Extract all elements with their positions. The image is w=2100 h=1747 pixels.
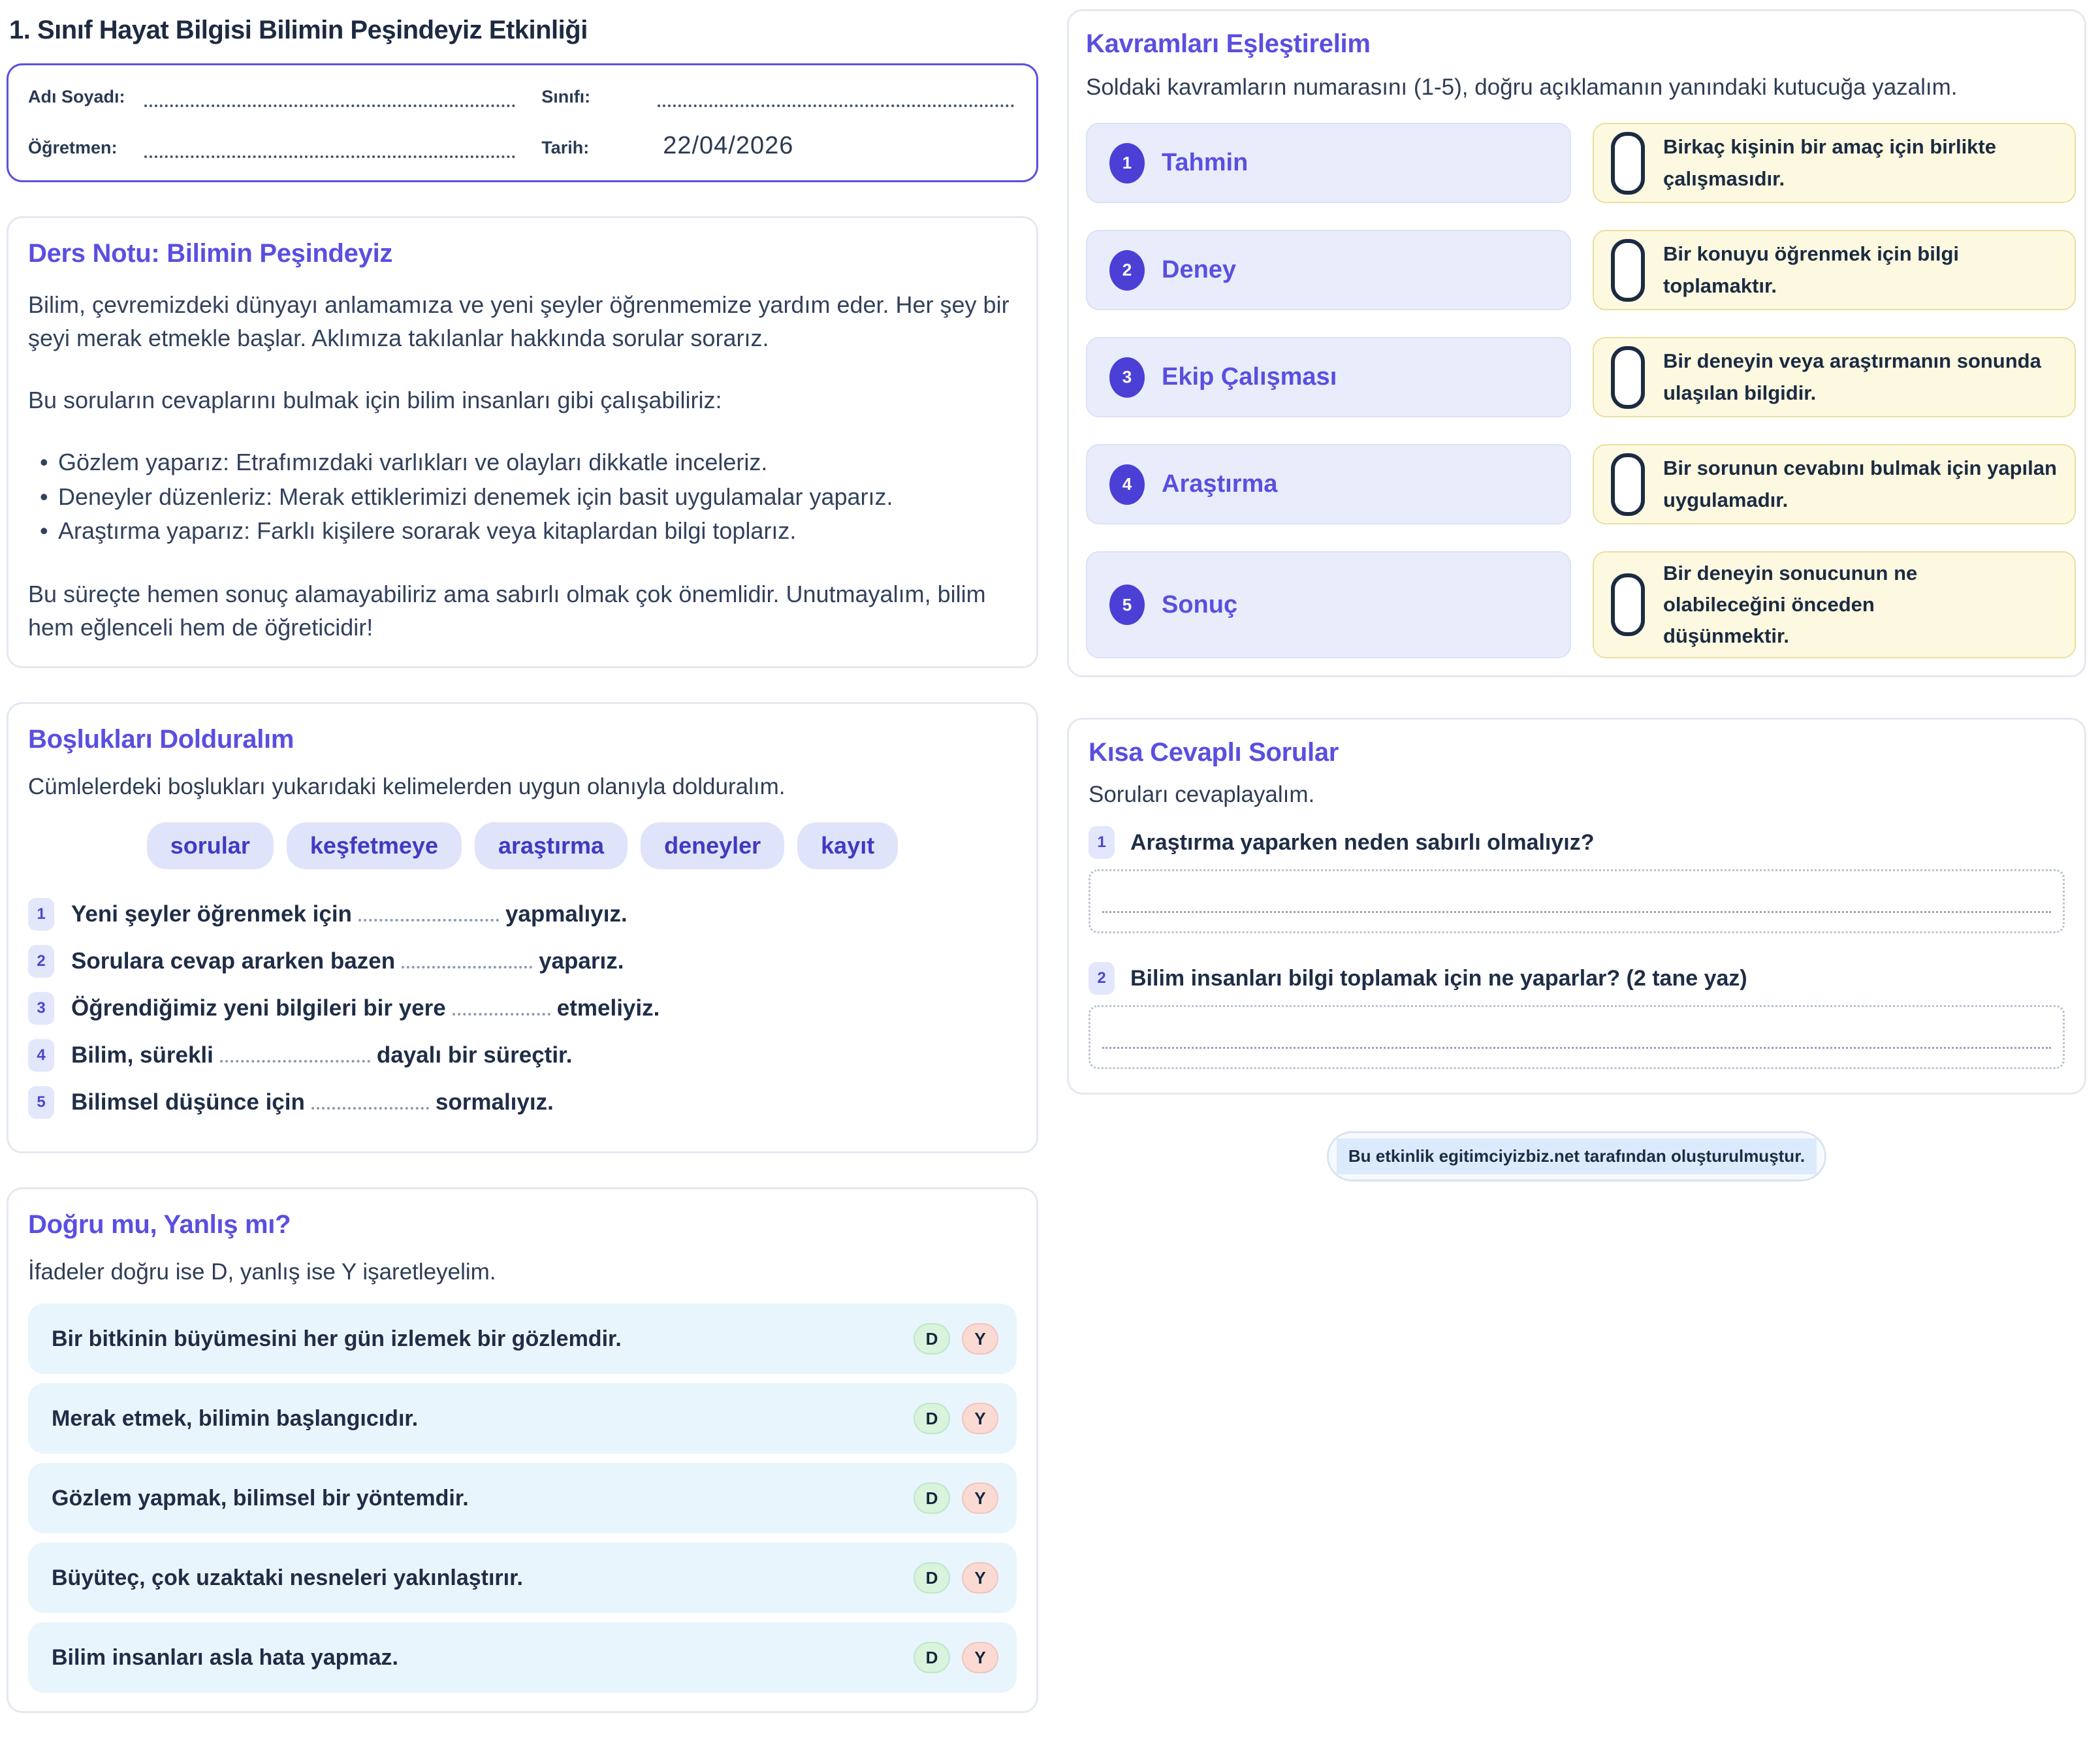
answer-writing-box[interactable] bbox=[1089, 869, 2065, 933]
word-chip[interactable]: keşfetmeye bbox=[287, 822, 462, 869]
lesson-paragraph: Bu soruların cevaplarını bulmak için bilim insanları gibi çalışabiliriz: bbox=[28, 387, 722, 414]
dy-button-group bbox=[914, 1403, 998, 1434]
true-button[interactable]: D bbox=[914, 1483, 950, 1514]
false-button[interactable]: Y bbox=[962, 1642, 998, 1673]
concept-card bbox=[1086, 444, 1571, 524]
word-chip[interactable]: kayıt bbox=[797, 822, 898, 869]
concept-number-badge: 4 bbox=[1109, 464, 1145, 505]
matching-instruction: Soldaki kavramların numarasını (1-5), doğru açıklamanın yanındaki kutucuğa yazalım. bbox=[1086, 74, 1958, 100]
statement-text: Bilim insanları asla hata yapmaz. bbox=[52, 1644, 399, 1670]
concept-number-badge: 1 bbox=[1109, 143, 1145, 184]
answer-checkbox[interactable] bbox=[1611, 453, 1645, 516]
statement-text: Bir bitkinin büyümesini her gün izlemek bir gözlemdir. bbox=[52, 1326, 622, 1351]
statement-text: Merak etmek, bilimin başlangıcıdır. bbox=[52, 1405, 419, 1431]
item-number-badge: 5 bbox=[28, 1086, 54, 1119]
dy-button-group bbox=[914, 1562, 998, 1594]
matching-section bbox=[1067, 9, 2086, 677]
short-answer-instruction: Soruları cevaplayalım. bbox=[1089, 782, 1315, 807]
concept-label: Deney bbox=[1162, 256, 1237, 283]
lesson-bullet: • Gözlem yaparız: Etrafımızdaki varlıkları ve olayları dikkatle inceleriz. bbox=[37, 445, 1017, 480]
question-text: Araştırma yaparken neden sabırlı olmalıyız? bbox=[1130, 829, 1595, 855]
blank-input-line[interactable] bbox=[402, 949, 532, 969]
false-button[interactable]: Y bbox=[962, 1562, 998, 1594]
sentence-end: yapmalıyız. bbox=[505, 901, 628, 927]
concept-card bbox=[1086, 337, 1571, 417]
question-row bbox=[1089, 826, 2065, 859]
true-false-row bbox=[28, 1383, 1017, 1454]
item-number-badge: 2 bbox=[28, 945, 54, 978]
sentence-end: etmeliyiz. bbox=[556, 995, 660, 1021]
answer-checkbox[interactable] bbox=[1611, 573, 1645, 636]
true-button[interactable]: D bbox=[914, 1642, 950, 1673]
blank-sentence bbox=[71, 946, 624, 976]
student-info-form bbox=[7, 63, 1038, 182]
blank-input-line[interactable] bbox=[453, 996, 550, 1016]
lesson-bullet: • Deneyler düzenleriz: Merak ettiklerimizi denemek için basit uygulamalar yaparız. bbox=[37, 480, 1017, 515]
lesson-bullet: • Araştırma yaparız: Farklı kişilere sorarak veya kitaplardan bilgi toplarız. bbox=[37, 514, 1017, 549]
left-column bbox=[7, 9, 1038, 1747]
question-number-badge: 1 bbox=[1089, 826, 1115, 859]
date-value: 22/04/2026 bbox=[663, 132, 794, 159]
teacher-label: Öğretmen: bbox=[28, 138, 118, 158]
fill-blanks-section bbox=[7, 702, 1038, 1153]
true-button[interactable]: D bbox=[914, 1562, 950, 1594]
true-button[interactable]: D bbox=[914, 1323, 950, 1354]
word-chip[interactable]: araştırma bbox=[475, 822, 628, 869]
class-label: Sınıfı: bbox=[541, 87, 591, 107]
blank-input-line[interactable] bbox=[220, 1043, 370, 1063]
description-card bbox=[1593, 444, 2076, 524]
statement-text: Gözlem yapmak, bilimsel bir yöntemdir. bbox=[52, 1485, 469, 1511]
item-number-badge: 4 bbox=[28, 1039, 54, 1072]
fill-blank-item bbox=[28, 992, 1017, 1025]
statement-text: Büyüteç, çok uzaktaki nesneleri yakınlaştırır. bbox=[52, 1565, 523, 1590]
class-field-row bbox=[541, 85, 1014, 107]
lesson-note-title: Ders Notu: Bilimin Peşindeyiz bbox=[28, 239, 393, 268]
name-label: Adı Soyadı: bbox=[28, 87, 125, 107]
dy-button-group bbox=[914, 1483, 998, 1514]
lesson-paragraph: Bu süreçte hemen sonuç alamayabiliriz ama sabırlı olmak çok önemlidir. Unutmayalım, bilim hem eğlenceli hem de öğreticidir! bbox=[28, 580, 986, 641]
answer-checkbox[interactable] bbox=[1611, 239, 1645, 302]
question-text: Bilim insanları bilgi toplamak için ne yaparlar? (2 tane yaz) bbox=[1130, 965, 1747, 991]
lesson-paragraph: Bilim, çevremizdeki dünyayı anlamamıza ve yeni şeyler öğrenmemize yardım eder. Her şey bir şeyi merak etmekle başlar. Aklımıza takılanlar hakkında sorular sorarız. bbox=[28, 291, 1010, 352]
concept-card bbox=[1086, 551, 1571, 658]
concept-label: Araştırma bbox=[1162, 470, 1278, 498]
concept-card bbox=[1086, 230, 1571, 310]
blank-sentence bbox=[71, 1040, 572, 1070]
question-number-badge: 2 bbox=[1089, 962, 1115, 995]
true-false-section bbox=[7, 1187, 1038, 1713]
matching-grid bbox=[1086, 123, 2067, 658]
sentence-start: Yeni şeyler öğrenmek için bbox=[71, 901, 352, 927]
false-button[interactable]: Y bbox=[962, 1323, 998, 1354]
answer-writing-line bbox=[1102, 911, 2051, 913]
word-bank bbox=[28, 822, 1017, 869]
true-button[interactable]: D bbox=[914, 1403, 950, 1434]
sentence-end: dayalı bir süreçtir. bbox=[376, 1042, 573, 1068]
class-input-line[interactable] bbox=[658, 85, 1014, 107]
fill-blank-item bbox=[28, 898, 1017, 931]
blank-sentence bbox=[71, 1087, 554, 1117]
true-false-row bbox=[28, 1304, 1017, 1374]
concept-label: Sonuç bbox=[1162, 590, 1238, 618]
sentence-end: yaparız. bbox=[539, 948, 624, 974]
fill-blank-item bbox=[28, 1086, 1017, 1119]
description-text: Birkaç kişinin bir amaç için birlikte çalışmasıdır. bbox=[1663, 135, 1996, 190]
word-chip[interactable]: deneyler bbox=[641, 822, 784, 869]
fill-blanks-title: Boşlukları Dolduralım bbox=[28, 725, 294, 754]
blank-input-line[interactable] bbox=[358, 902, 499, 922]
blank-sentence bbox=[71, 993, 660, 1023]
dy-button-group bbox=[914, 1642, 998, 1673]
blank-sentence bbox=[71, 899, 628, 929]
name-input-line[interactable] bbox=[144, 85, 515, 107]
sentence-start: Bilim, sürekli bbox=[71, 1042, 214, 1068]
concept-number-badge: 2 bbox=[1109, 250, 1145, 291]
item-number-badge: 1 bbox=[28, 898, 54, 931]
description-text: Bir deneyin sonucunun ne olabileceğini önceden düşünmektir. bbox=[1663, 561, 1918, 648]
answer-checkbox[interactable] bbox=[1611, 346, 1645, 409]
true-false-title: Doğru mu, Yanlış mı? bbox=[28, 1210, 291, 1240]
true-false-row bbox=[28, 1622, 1017, 1693]
word-chip[interactable]: sorular bbox=[147, 822, 274, 869]
description-text: Bir konuyu öğrenmek için bilgi toplamaktır. bbox=[1663, 242, 1960, 297]
short-answer-title: Kısa Cevaplı Sorular bbox=[1089, 738, 1339, 767]
description-card bbox=[1593, 337, 2076, 417]
answer-writing-line bbox=[1102, 1047, 2051, 1049]
right-column bbox=[1067, 9, 2086, 1747]
true-false-instruction: İfadeler doğru ise D, yanlış ise Y işaretleyelim. bbox=[28, 1259, 496, 1285]
blank-input-line[interactable] bbox=[311, 1090, 429, 1110]
description-card bbox=[1593, 230, 2076, 310]
false-button[interactable]: Y bbox=[962, 1483, 998, 1514]
answer-checkbox[interactable] bbox=[1611, 132, 1645, 195]
fill-blank-item bbox=[28, 945, 1017, 978]
date-label: Tarih: bbox=[541, 138, 590, 158]
description-card bbox=[1593, 123, 2076, 203]
true-false-list bbox=[28, 1304, 1017, 1693]
teacher-input-line[interactable] bbox=[144, 136, 515, 158]
true-false-row bbox=[28, 1463, 1017, 1533]
sentence-end: sormalıyız. bbox=[435, 1089, 554, 1115]
fill-blank-item bbox=[28, 1039, 1017, 1072]
concept-card bbox=[1086, 123, 1571, 203]
teacher-field-row bbox=[28, 133, 515, 158]
attribution-pill bbox=[1327, 1131, 1826, 1181]
description-card bbox=[1593, 551, 2076, 658]
sentence-start: Bilimsel düşünce için bbox=[71, 1089, 305, 1115]
concept-label: Tahmin bbox=[1162, 149, 1249, 176]
answer-writing-box[interactable] bbox=[1089, 1005, 2065, 1069]
dy-button-group bbox=[914, 1323, 998, 1354]
matching-title: Kavramları Eşleştirelim bbox=[1086, 29, 1371, 58]
question-row bbox=[1089, 962, 2065, 995]
date-field-row bbox=[541, 133, 1014, 158]
page-title: 1. Sınıf Hayat Bilgisi Bilimin Peşindeyiz Etkinliği bbox=[9, 16, 588, 44]
short-answer-section bbox=[1067, 718, 2086, 1095]
lesson-bullet-list bbox=[37, 445, 1017, 549]
concept-number-badge: 3 bbox=[1109, 357, 1145, 398]
lesson-note-section bbox=[7, 216, 1038, 668]
description-text: Bir sorunun cevabını bulmak için yapılan uygulamadır. bbox=[1663, 457, 2057, 511]
sentence-start: Sorulara cevap ararken bazen bbox=[71, 948, 396, 974]
name-field-row bbox=[28, 85, 515, 107]
description-text: Bir deneyin veya araştırmanın sonunda ulaşılan bilgidir. bbox=[1663, 349, 2041, 404]
attribution-text: Bu etkinlik egitimciyizbiz.net tarafından oluşturulmuştur. bbox=[1337, 1138, 1817, 1174]
footer bbox=[1067, 1131, 2086, 1181]
true-false-row bbox=[28, 1543, 1017, 1613]
item-number-badge: 3 bbox=[28, 992, 54, 1025]
concept-label: Ekip Çalışması bbox=[1162, 363, 1337, 391]
concept-number-badge: 5 bbox=[1109, 585, 1145, 625]
false-button[interactable]: Y bbox=[962, 1403, 998, 1434]
fill-blanks-instruction: Cümlelerdeki boşlukları yukarıdaki kelimelerden uygun olanıyla dolduralım. bbox=[28, 774, 786, 800]
sentence-start: Öğrendiğimiz yeni bilgileri bir yere bbox=[71, 995, 446, 1021]
